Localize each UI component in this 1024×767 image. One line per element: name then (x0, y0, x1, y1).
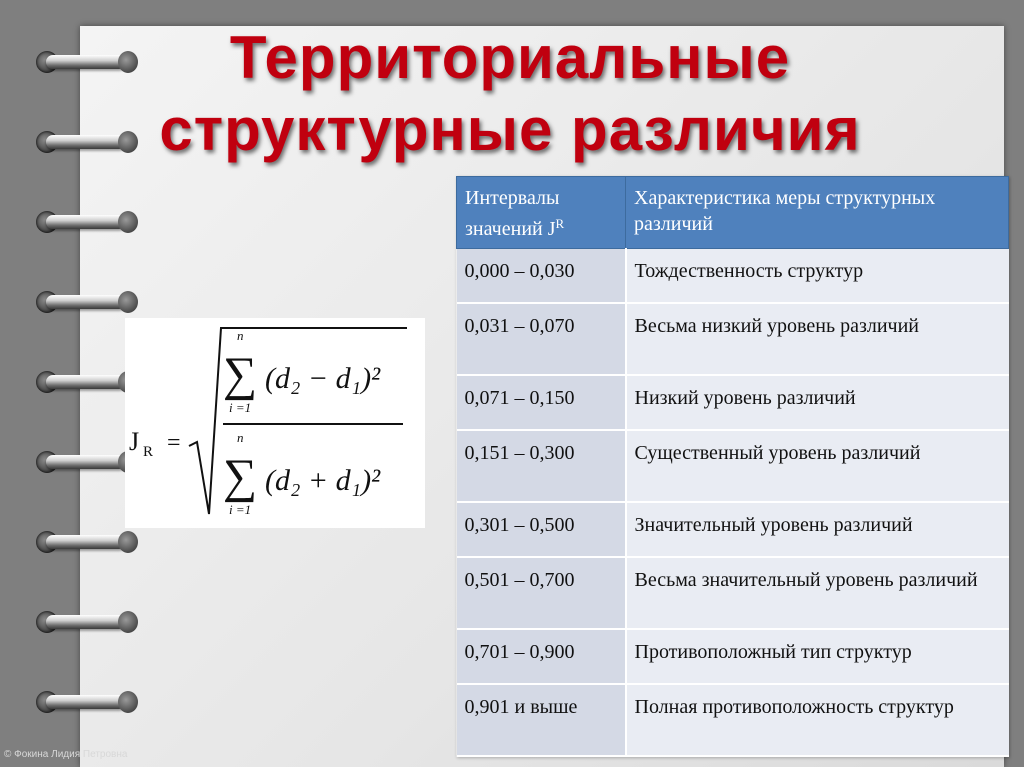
formula-svg (125, 318, 425, 528)
range-cell: 0,701 – 0,900 (457, 629, 626, 684)
numerator-expression: (d₂ − d₁)² (265, 362, 381, 395)
copyright-text: © Фокина Лидия Петровна (4, 749, 128, 760)
formula-equals: = (167, 430, 181, 456)
description-cell: Весьма значительный уровень различий (626, 557, 1009, 629)
binder-ring-icon (36, 369, 132, 395)
formula-image (125, 318, 425, 528)
table-row (457, 375, 1009, 430)
intervals-table (456, 176, 1009, 757)
denominator-upper-limit: n (237, 430, 244, 445)
table-row (457, 249, 1009, 304)
description-cell: Низкий уровень различий (626, 375, 1009, 430)
binder-ring-icon (36, 689, 132, 715)
binder-ring-icon (36, 289, 132, 315)
table-row (457, 430, 1009, 502)
binder-ring-icon (36, 129, 132, 155)
denominator-sum: ∑ (223, 450, 258, 503)
range-cell: 0,071 – 0,150 (457, 375, 626, 430)
range-cell: 0,901 и выше (457, 684, 626, 756)
header-intervals-sup: R (555, 216, 565, 231)
description-cell: Существенный уровень различий (626, 430, 1009, 502)
formula-lhs-sub: R (143, 444, 154, 460)
description-cell: Полная противоположность структур (626, 684, 1009, 756)
numerator-sum: ∑ (223, 348, 258, 401)
description-cell: Тождественность структур (626, 249, 1009, 304)
description-cell: Весьма низкий уровень различий (626, 303, 1009, 375)
range-cell: 0,031 – 0,070 (457, 303, 626, 375)
table-header-row (457, 177, 1009, 249)
table-row (457, 684, 1009, 756)
title-line-2: структурные различия (159, 96, 861, 163)
header-intervals (457, 177, 626, 249)
numerator-lower-limit: i =1 (229, 400, 252, 415)
range-cell: 0,301 – 0,500 (457, 502, 626, 557)
denominator-expression: (d₂ + d₁)² (265, 464, 381, 497)
binder-ring-icon (36, 609, 132, 635)
table-row (457, 502, 1009, 557)
range-cell: 0,151 – 0,300 (457, 430, 626, 502)
range-cell: 0,501 – 0,700 (457, 557, 626, 629)
header-characteristic: Характеристика меры структурных различий (626, 177, 1009, 249)
denominator-lower-limit: i =1 (229, 502, 252, 517)
table-row (457, 557, 1009, 629)
binder-ring-icon (36, 49, 132, 75)
binder-ring-icon (36, 529, 132, 555)
description-cell: Значительный уровень различий (626, 502, 1009, 557)
binder-ring-icon (36, 449, 132, 475)
range-cell: 0,000 – 0,030 (457, 249, 626, 304)
binder-ring-icon (36, 209, 132, 235)
description-cell: Противоположный тип структур (626, 629, 1009, 684)
numerator-upper-limit: n (237, 328, 244, 343)
formula-lhs: J (129, 427, 140, 456)
header-intervals-text: Интервалы значений J (465, 187, 560, 240)
table-row (457, 629, 1009, 684)
slide-title (140, 22, 880, 166)
title-line-1: Территориальные (229, 24, 791, 91)
table-row (457, 303, 1009, 375)
